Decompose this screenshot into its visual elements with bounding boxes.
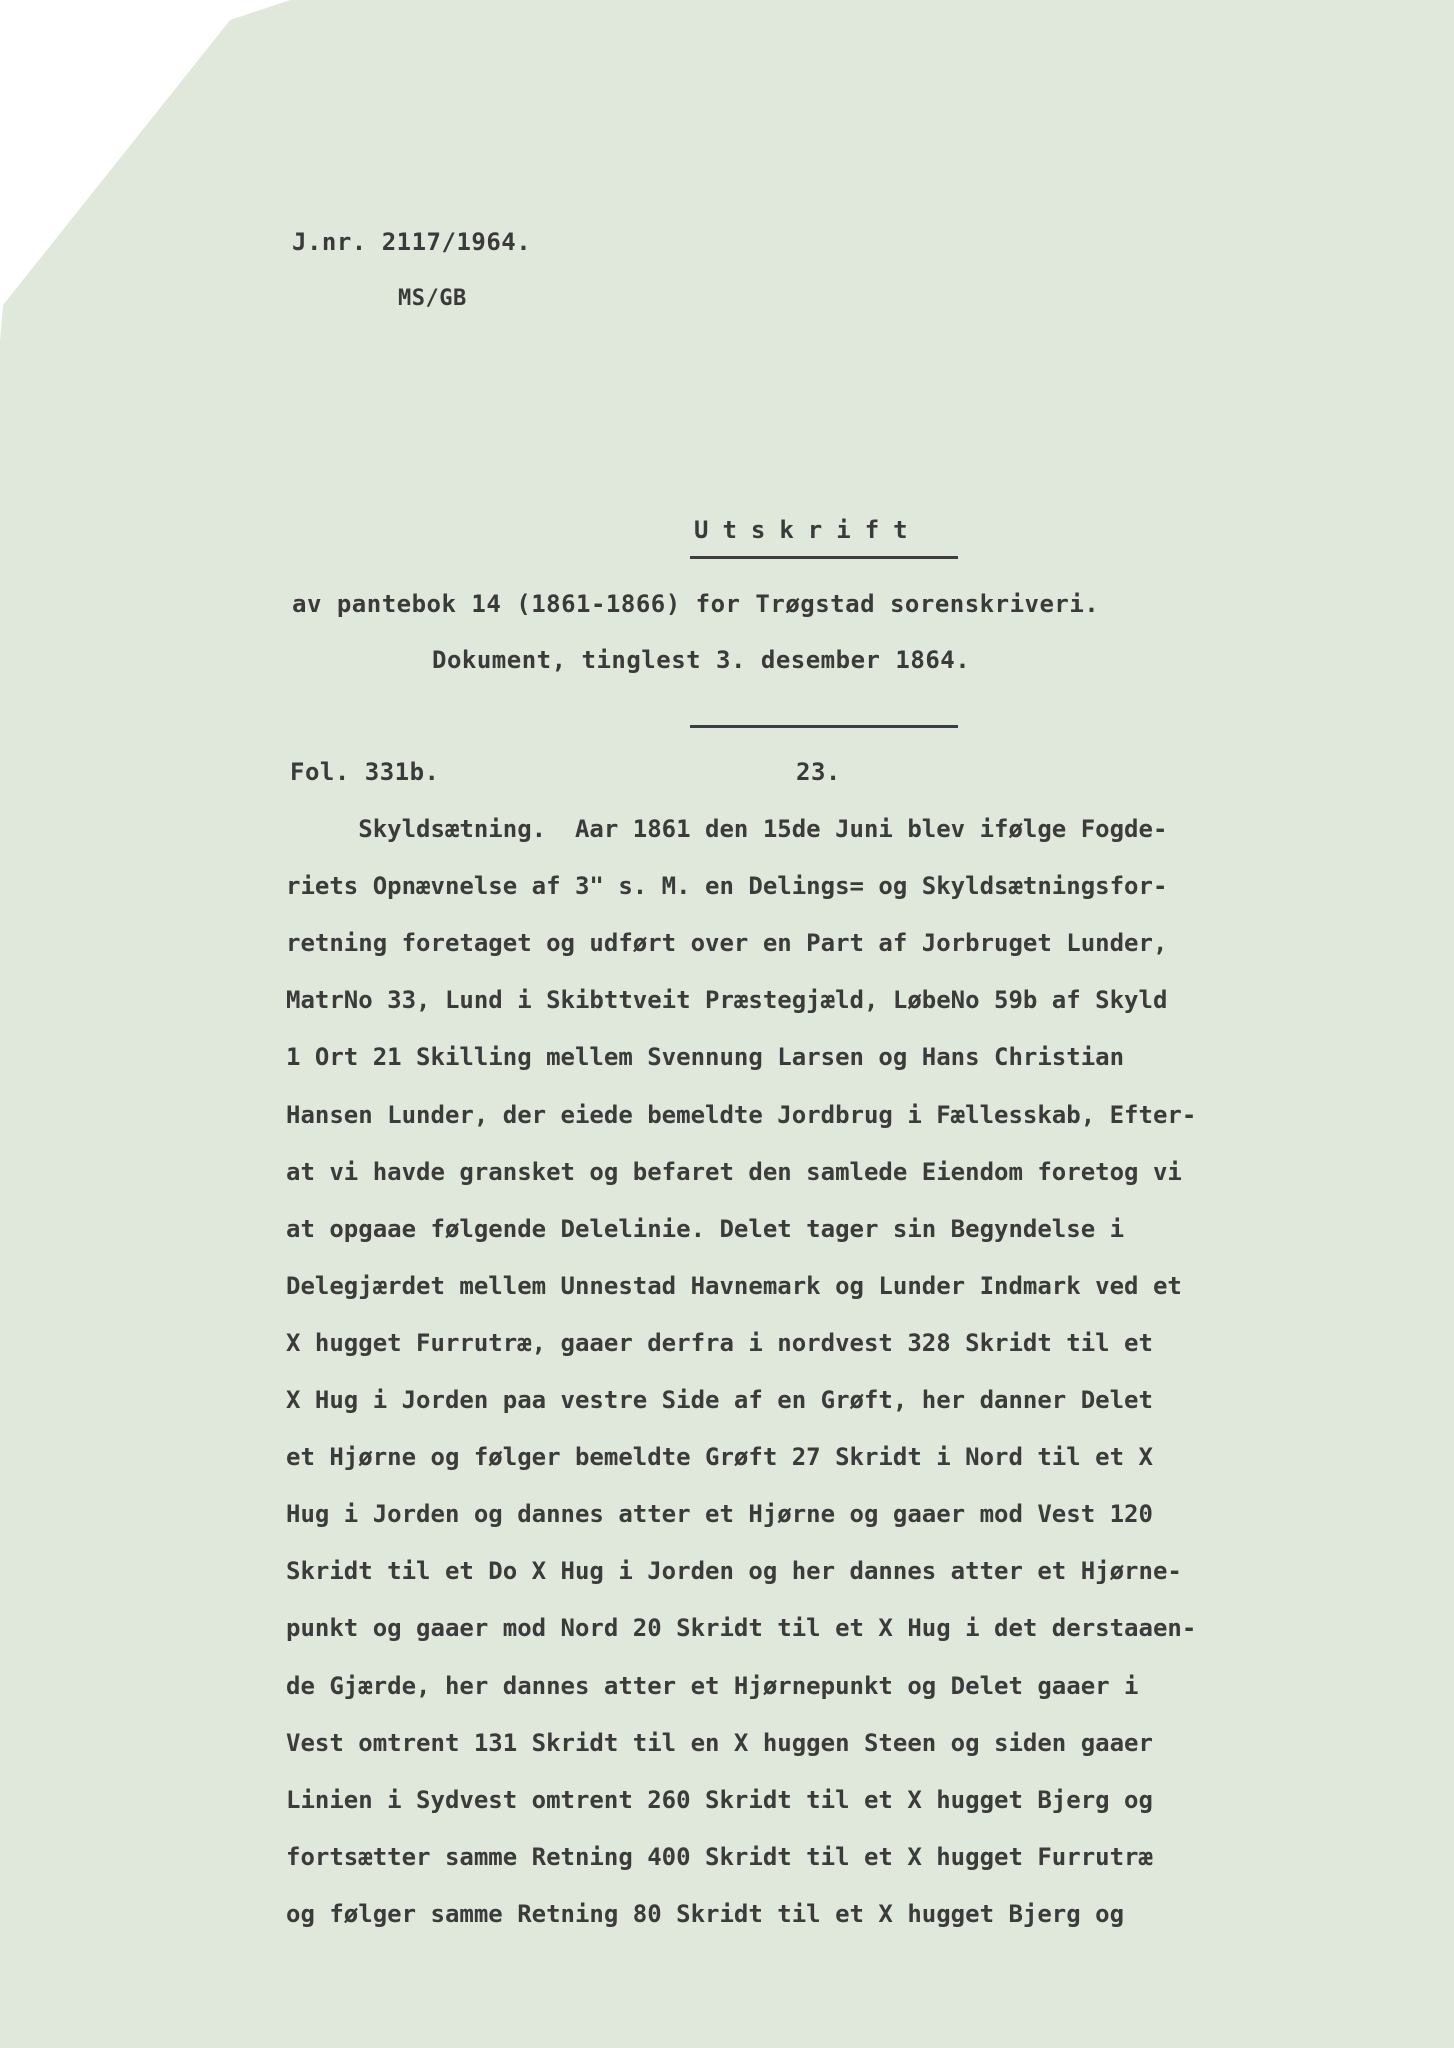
- document-title: Utskrift: [694, 516, 922, 544]
- body-line: Skyldsætning. Aar 1861 den 15de Juni blev ifølge Fogde-: [286, 815, 1168, 843]
- body-line: 1 Ort 21 Skilling mellem Svennung Larsen og Hans Christian: [286, 1043, 1125, 1072]
- body-line: X hugget Furrutræ, gaaer derfra i nordvest 328 Skridt til et: [286, 1328, 1153, 1357]
- body-line: Delegjærdet mellem Unnestad Havnemark og Lunder Indmark ved et: [286, 1271, 1182, 1300]
- body-line: punkt og gaaer mod Nord 20 Skridt til et X Hug i det derstaaen-: [286, 1614, 1197, 1643]
- journal-number: J.nr. 2117/1964.: [292, 228, 532, 256]
- body-line: Skridt til et Do X Hug i Jorden og her dannes atter et Hjørne-: [286, 1557, 1182, 1586]
- body-line: fortsætter samme Retning 400 Skridt til et X hugget Furrutræ: [286, 1842, 1153, 1871]
- body-line: Hansen Lunder, der eiede bemeldte Jordbrug i Fællesskab, Efter-: [286, 1100, 1197, 1129]
- separator-rule: [690, 725, 958, 728]
- body-line: Linien i Sydvest omtrent 260 Skridt til et X hugget Bjerg og: [286, 1785, 1153, 1814]
- subtitle-document: Dokument, tinglest 3. desember 1864.: [432, 646, 971, 674]
- body-line: MatrNo 33, Lund i Skibttveit Præstegjæld, LøbeNo 59b af Skyld: [286, 986, 1168, 1015]
- subtitle-source: av pantebok 14 (1861-1866) for Trøgstad sorenskriveri.: [292, 590, 1100, 618]
- body-line: og følger samme Retning 80 Skridt til et X hugget Bjerg og: [286, 1899, 1125, 1928]
- body-line: de Gjærde, her dannes atter et Hjørnepunkt og Delet gaaer i: [286, 1671, 1139, 1700]
- body-line: at vi havde gransket og befaret den samlede Eiendom foretog vi: [286, 1157, 1182, 1186]
- body-line: retning foretaget og udført over en Part af Jorbruget Lunder,: [286, 929, 1168, 958]
- body-line: riets Opnævnelse af 3" s. M. en Delings= og Skyldsætningsfor-: [286, 872, 1168, 901]
- body-line: Hug i Jorden og dannes atter et Hjørne og gaaer mod Vest 120: [286, 1500, 1153, 1529]
- body-line: Vest omtrent 131 Skridt til en X huggen Steen og siden gaaer: [286, 1728, 1153, 1757]
- body-line: et Hjørne og følger bemeldte Grøft 27 Skridt i Nord til et X: [286, 1443, 1153, 1472]
- body-line: X Hug i Jorden paa vestre Side af en Grøft, her danner Delet: [286, 1386, 1153, 1414]
- page-number: 23.: [796, 758, 841, 786]
- initials: MS/GB: [398, 286, 467, 311]
- body-line: at opgaae følgende Delelinie. Delet tager sin Begyndelse i: [286, 1214, 1125, 1243]
- folio: Fol. 331b.: [290, 758, 440, 786]
- title-underline: [690, 556, 958, 559]
